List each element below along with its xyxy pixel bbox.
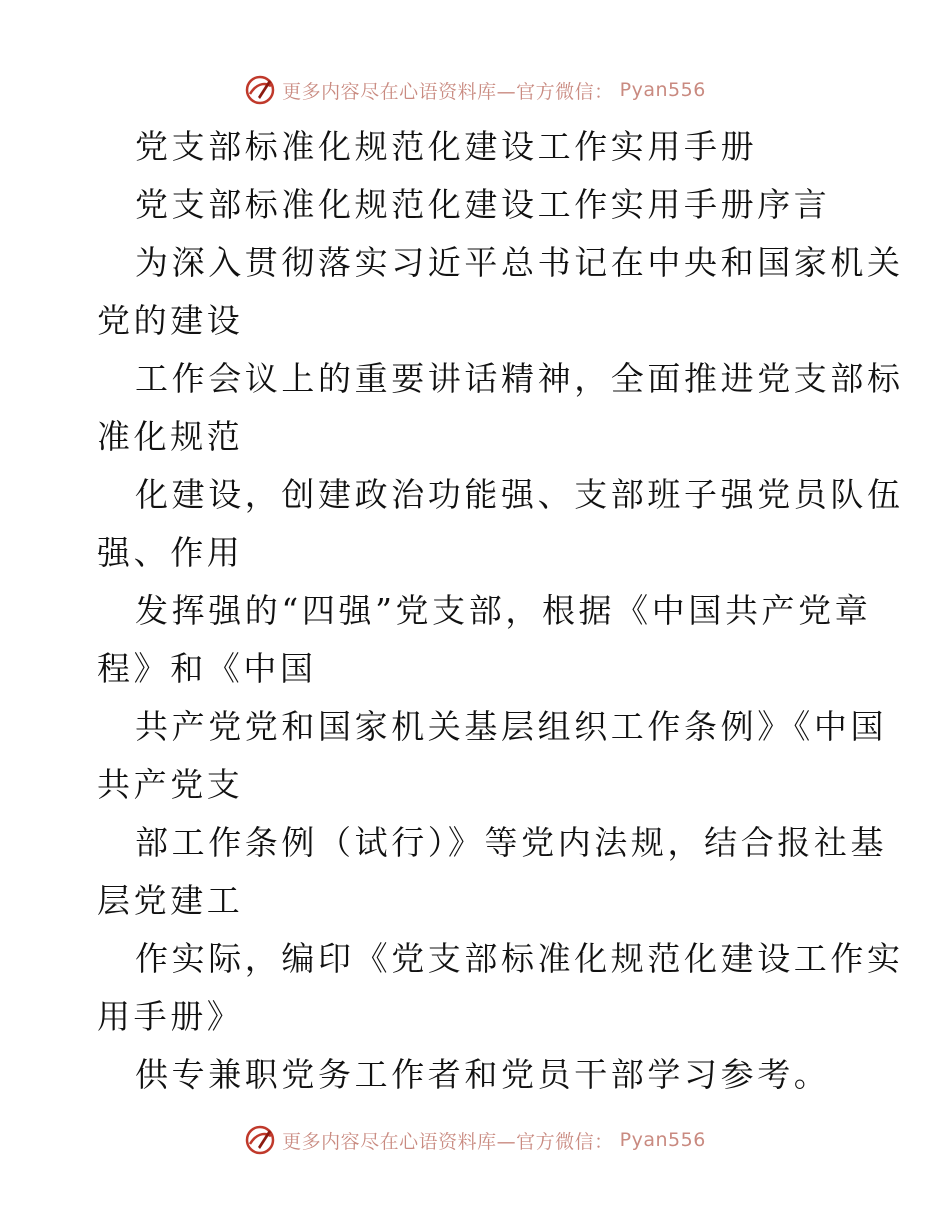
- document-body: [97, 118, 904, 1104]
- watermark-site-text: 更多内容尽在心语资料库—官方微信：: [282, 1130, 614, 1153]
- watermark-header: [0, 70, 950, 110]
- pen-swirl-logo-icon: [244, 74, 276, 106]
- watermark-wechat-id: Pyan556: [619, 1129, 706, 1151]
- paragraph-line: 共产党党和国家机关基层组织工作条例》《中国: [135, 707, 888, 746]
- paragraph-line: 共产党支: [97, 765, 244, 804]
- paragraph-line: 党的建设: [97, 301, 244, 340]
- watermark-wechat-id: Pyan556: [619, 79, 706, 101]
- paragraph-line: 强、作用: [97, 533, 244, 572]
- pen-swirl-logo-icon: [244, 1124, 276, 1156]
- preface-title: 党支部标准化规范化建设工作实用手册序言: [135, 185, 831, 224]
- watermark-site-text: 更多内容尽在心语资料库—官方微信：: [282, 80, 614, 103]
- paragraph-line: 化建设，创建政治功能强、支部班子强党员队伍: [135, 475, 904, 514]
- paragraph-line: 程》和《中国: [97, 649, 317, 688]
- watermark-footer: [0, 1120, 950, 1160]
- paragraph-line: 用手册》: [97, 997, 244, 1036]
- paragraph-line: 供专兼职党务工作者和党员干部学习参考。: [135, 1055, 831, 1094]
- paragraph-line: 发挥强的“四强”党支部，根据《中国共产党章: [135, 591, 872, 630]
- document-title: 党支部标准化规范化建设工作实用手册: [135, 127, 758, 166]
- paragraph-line: 层党建工: [97, 881, 244, 920]
- paragraph-line: 准化规范: [97, 417, 244, 456]
- paragraph-line: 工作会议上的重要讲话精神，全面推进党支部标: [135, 359, 904, 398]
- paragraph-line: 为深入贯彻落实习近平总书记在中央和国家机关: [135, 243, 904, 282]
- paragraph-line: 部工作条例（试行）》等党内法规，结合报社基: [135, 823, 888, 862]
- paragraph-line: 作实际，编印《党支部标准化规范化建设工作实: [135, 939, 904, 978]
